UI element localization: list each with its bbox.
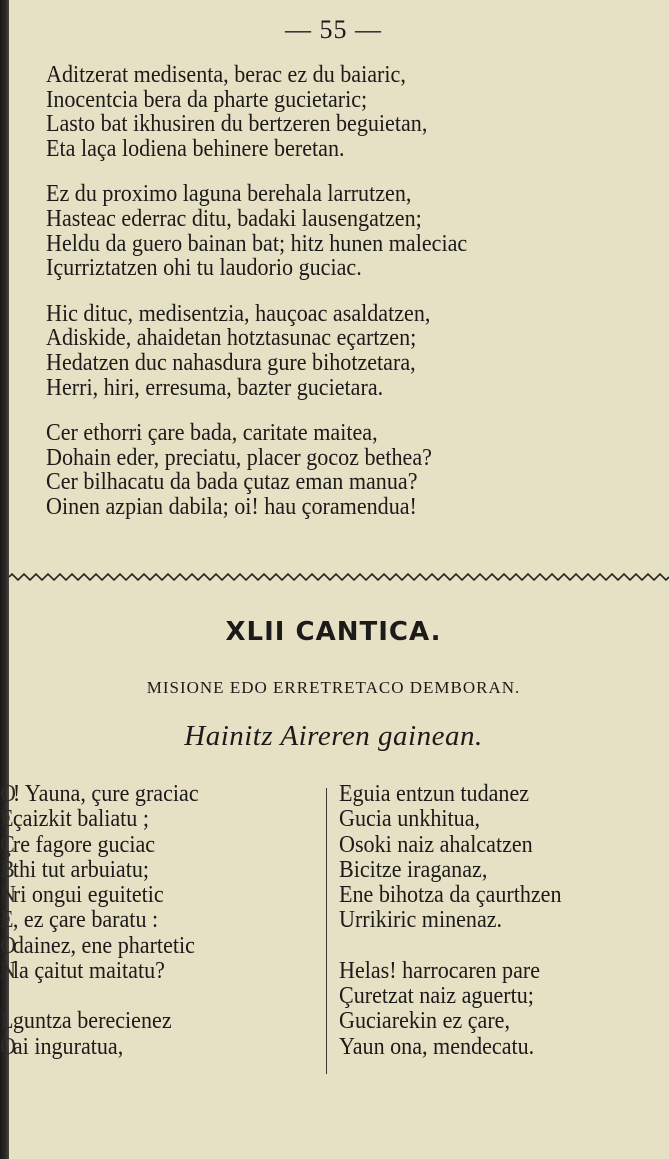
ornamental-divider — [9, 572, 669, 582]
stanza-2 — [46, 182, 646, 280]
poem-line: Adiskide, ahaidetan hotztasunac eçartzen; — [46, 325, 417, 352]
poem-line: Hic dituc, medisentzia, hauçoac asaldatzen, — [46, 300, 431, 327]
poem-line: Lasto bat ikhusiren du bertzeren beguietan, — [46, 111, 428, 138]
verse-line: Urrikiric minenaz. — [339, 907, 503, 934]
verse-line: Osoki naiz ahalcatzen — [339, 831, 533, 858]
poem-line: Hasteac ederrac ditu, badaki lausengatzen; — [46, 205, 422, 232]
stanza-4 — [46, 421, 646, 519]
cropped-letter: E — [0, 806, 14, 833]
poem-line: Herri, hiri, erresuma, bazter gucietara. — [46, 374, 384, 401]
song-title: XLII CANTICA. — [225, 617, 442, 647]
song-subtitle: MISIONE EDO ERRETRETACO DEMBORAN. — [146, 678, 521, 697]
poem-line: Içurriztatzen ohi tu laudorio guciac. — [46, 255, 362, 282]
poem-line: Cer ethorri çare bada, caritate maitea, — [46, 420, 378, 447]
verse-line: Guciarekin ez çare, — [339, 1008, 511, 1035]
verse-line: Helas! harrocaren pare — [339, 957, 541, 984]
verse-line: Nla çaitut maitatu? — [0, 958, 165, 985]
verse-line: Eçaizkit baliatu ; — [0, 806, 149, 833]
poem-line: Aditzerat medisenta, berac ez du baiaric, — [46, 62, 406, 88]
cropped-letter: E — [0, 907, 14, 934]
cropped-letter: O — [0, 1033, 16, 1060]
verse-line: Odainez, ene phartetic — [0, 932, 195, 959]
poem-line: Inocentcia bera da pharte gucietaric; — [46, 86, 368, 113]
cropped-letter: L — [0, 1008, 14, 1035]
verse-line: Bicitze iraganaz, — [339, 856, 488, 883]
poem-line: Hedatzen duc nahasdura gure bihotzetara, — [46, 349, 416, 376]
verse-line: Gucia unkhitua, — [339, 806, 481, 833]
cropped-letter: B — [0, 856, 15, 883]
verse-line: Yaun ona, mendecatu. — [339, 1033, 535, 1060]
verse-line: Bthi tut arbuiatu; — [0, 856, 150, 883]
verse-line: Nri ongui eguitetic — [0, 882, 164, 909]
left-verse-column — [0, 782, 320, 1060]
stanza-3 — [46, 302, 646, 400]
cropped-letter: O — [0, 932, 16, 959]
stanza-1 — [46, 63, 646, 161]
verse-line: Çuretzat naiz aguertu; — [339, 983, 534, 1010]
poem-line: Oinen azpian dabila; oi! hau çoramendua! — [46, 493, 417, 520]
cropped-letter: O — [0, 781, 16, 807]
page-number: — 55 — — [285, 15, 382, 44]
column-divider — [326, 788, 327, 1074]
cropped-letter: N — [0, 882, 16, 909]
song-tune: Hainitz Aireren gainean. — [184, 720, 483, 752]
poem-line: Dohain eder, preciatu, placer gocoz bethea? — [46, 444, 432, 471]
poem-stanzas — [46, 63, 646, 541]
verse-line: Lguntza berecienez — [0, 1008, 172, 1035]
verse-line: Ene bihotza da çaurthzen — [339, 882, 562, 909]
verse-line: O! Yauna, çure graciac — [0, 781, 199, 807]
cropped-letter: Ç — [0, 831, 15, 858]
verse-line: Eguia entzun tudanez — [339, 781, 530, 807]
poem-line: Ez du proximo laguna berehala larrutzen, — [46, 181, 412, 208]
poem-line: Cer bilhacatu da bada çutaz eman manua? — [46, 469, 418, 496]
poem-line: Heldu da guero bainan bat; hitz hunen maleciac — [46, 230, 468, 257]
poem-line: Eta laça lodiena behinere beretan. — [46, 135, 345, 162]
right-verse-column — [339, 782, 649, 1060]
verse-line: Oai inguratua, — [0, 1033, 124, 1060]
verse-line: Çre fagore guciac — [0, 831, 156, 858]
cropped-letter: N — [0, 958, 16, 985]
verse-line: E, ez çare baratu : — [0, 907, 159, 934]
wavy-rule-icon — [9, 572, 669, 582]
